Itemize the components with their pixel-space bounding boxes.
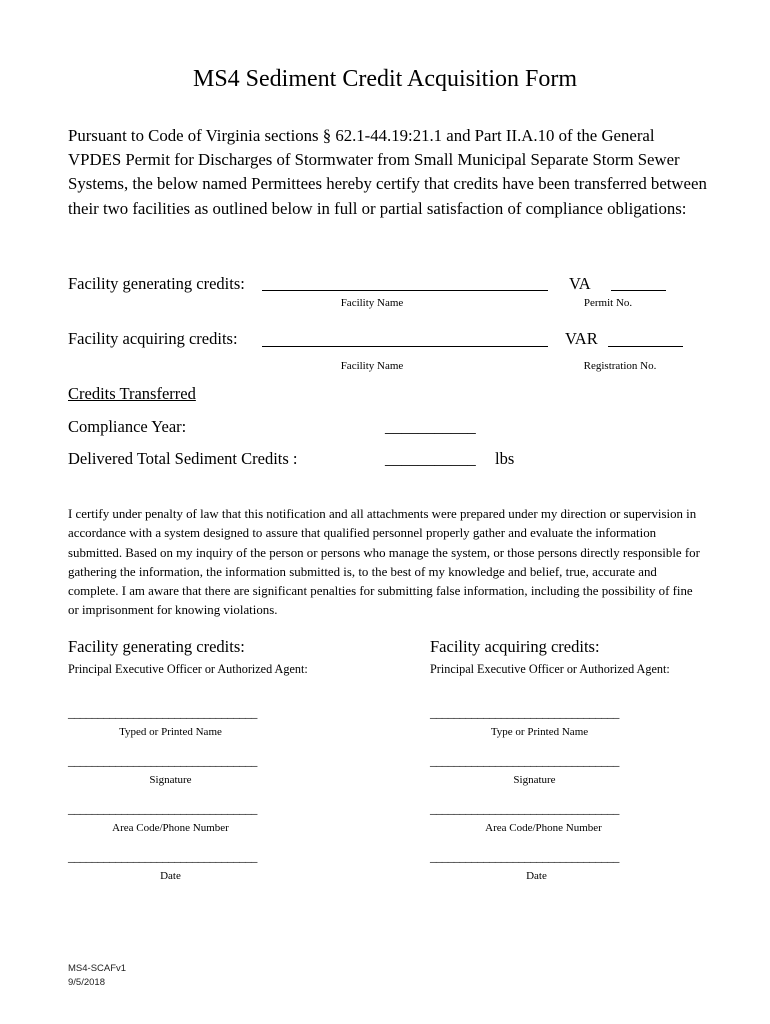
left-signature-subheading: Principal Executive Officer or Authorized Agent: [68,662,308,676]
left-signature-heading: Facility generating credits: [68,637,245,656]
intro-paragraph: Pursuant to Code of Virginia sections § 62.1-44.19:21.1 and Part II.A.10 of the General VPDES Permit for Discharges of Stormwater from Small Municipal Separate Storm Sewer Systems, the below named Permittees hereby certify that credits have been transferred between their two facilities as outlined below in full or partial satisfaction of compliance obligations: [68,126,707,218]
right-signature-subheading: Principal Executive Officer or Authorized Agent: [430,662,670,676]
compliance-year-field[interactable]: ___________ [385,417,476,436]
acquiring-registration-number-field[interactable] [608,346,683,347]
left-typed-name-field[interactable]: ________________________________ [68,705,257,720]
right-typed-name-caption: Type or Printed Name [490,726,589,738]
generating-facility-name-field[interactable] [262,290,548,291]
acquiring-facility-name-field[interactable] [262,346,548,347]
delivered-credits-field[interactable]: ___________ [385,449,476,468]
generating-facility-label: Facility generating credits: [68,274,245,293]
acquiring-facility-label: Facility acquiring credits: [68,329,238,348]
left-phone-caption: Area Code/Phone Number [112,822,229,834]
left-signature-field[interactable]: ________________________________ [68,753,257,768]
right-signature-field[interactable]: ________________________________ [430,753,619,768]
left-phone-field[interactable]: ________________________________ [68,801,257,816]
compliance-year-label: Compliance Year: [68,417,187,436]
right-signature-heading: Facility acquiring credits: [430,637,600,656]
right-phone-caption: Area Code/Phone Number [485,822,602,834]
right-typed-name-field[interactable]: ________________________________ [430,705,619,720]
delivered-credits-unit: lbs [495,449,515,468]
left-signature-caption: Signature [149,774,192,786]
left-typed-name-caption: Typed or Printed Name [119,726,222,738]
right-date-caption: Date [526,870,547,882]
right-phone-field[interactable]: ________________________________ [430,801,619,816]
generating-facility-name-caption: Facility Name [340,297,404,309]
left-date-field[interactable]: ________________________________ [68,849,257,864]
certification-statement: I certify under penalty of law that this notification and all attachments were prepared under my direction or supervision in accordance with a system designed to assure that qualified personnel properly gather and evaluate the information submitted. Based on my inquiry of the person or persons who manage the system, or those persons directly responsible for gathering the information, the information submitted is, to the best of my knowledge and belief, true, accurate and complete. I am aware that there are significant penalties for submitting false information, including the possibility of fine or imprisonment for knowing violations. [68,507,700,618]
acquiring-facility-name-caption: Facility Name [340,360,404,372]
footer-form-id: MS4-SCAFv1 [68,963,127,974]
acquiring-registration-prefix: VAR [565,329,598,348]
right-signature-caption: Signature [513,774,556,786]
acquiring-registration-caption: Registration No. [583,360,657,372]
generating-permit-number-field[interactable] [611,290,666,291]
footer-revision-date: 9/5/2018 [68,977,105,988]
right-date-field[interactable]: ________________________________ [430,849,619,864]
left-date-caption: Date [160,870,181,882]
generating-permit-caption: Permit No. [583,297,633,309]
generating-permit-prefix: VA [569,274,591,293]
delivered-credits-label: Delivered Total Sediment Credits : [68,449,298,468]
form-title: MS4 Sediment Credit Acquisition Form [192,66,577,92]
credits-transferred-heading: Credits Transferred [68,384,196,403]
